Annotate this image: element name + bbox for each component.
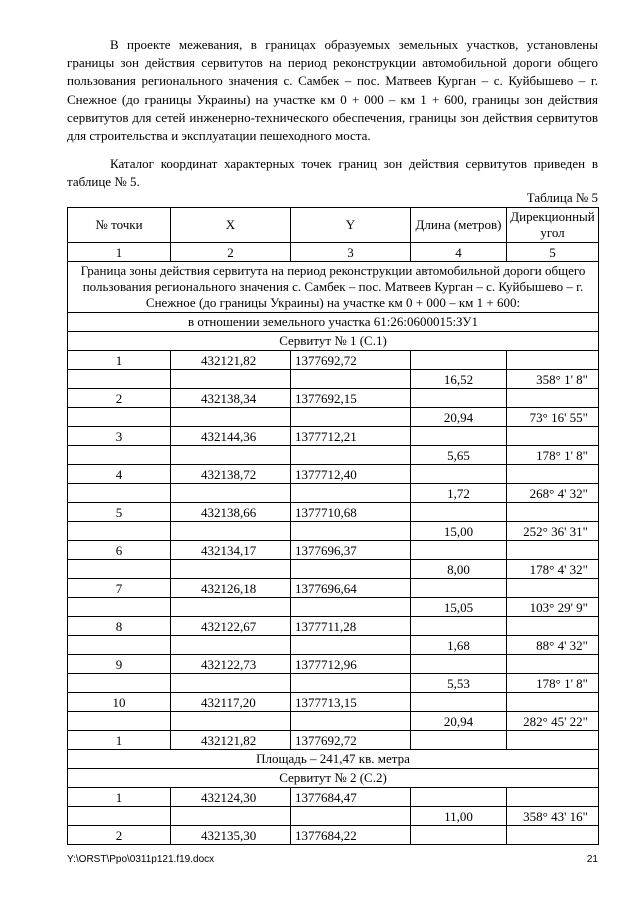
empty-cell (291, 446, 411, 465)
length-value: 20,94 (411, 408, 507, 427)
empty-cell (68, 370, 171, 389)
empty-cell (68, 807, 171, 826)
empty-cell (171, 484, 291, 503)
angle-value: 268° 4' 32" (507, 484, 599, 503)
empty-cell (68, 446, 171, 465)
column-number: 2 (171, 243, 291, 262)
x-value: 432117,20 (171, 693, 291, 712)
angle-value: 252° 36' 31" (507, 522, 599, 541)
table-column-numbers-row (68, 243, 599, 262)
empty-cell (507, 788, 599, 807)
x-value: 432122,67 (171, 617, 291, 636)
empty-cell (411, 427, 507, 446)
empty-cell (68, 484, 171, 503)
column-number: 5 (507, 243, 599, 262)
x-value: 432138,66 (171, 503, 291, 522)
table-caption: Таблица № 5 (526, 190, 598, 205)
empty-cell (411, 503, 507, 522)
header-angle: Дирекционный угол (507, 208, 599, 243)
point-number: 1 (68, 351, 171, 370)
empty-cell (171, 674, 291, 693)
empty-cell (507, 427, 599, 446)
y-value: 1377712,96 (291, 655, 411, 674)
y-value: 1377696,64 (291, 579, 411, 598)
empty-cell (411, 826, 507, 845)
y-value: 1377712,21 (291, 427, 411, 446)
empty-cell (291, 636, 411, 655)
empty-cell (291, 522, 411, 541)
table-row (68, 351, 599, 370)
y-value: 1377713,15 (291, 693, 411, 712)
x-value: 432121,82 (171, 731, 291, 750)
empty-cell (291, 807, 411, 826)
point-number: 5 (68, 503, 171, 522)
segment-row (68, 712, 599, 731)
empty-cell (411, 389, 507, 408)
parcel-row (68, 313, 599, 332)
length-value: 1,68 (411, 636, 507, 655)
empty-cell (411, 465, 507, 484)
angle-value: 282° 45' 22" (507, 712, 599, 731)
length-value: 5,65 (411, 446, 507, 465)
empty-cell (68, 560, 171, 579)
segment-row (68, 370, 599, 389)
empty-cell (507, 826, 599, 845)
catalog-paragraph: Каталог координат характерных точек границ зон действия сервитутов приведен в таблице № 5. (67, 156, 598, 190)
column-number: 4 (411, 243, 507, 262)
column-number: 1 (68, 243, 171, 262)
y-value: 1377696,37 (291, 541, 411, 560)
empty-cell (171, 446, 291, 465)
header-point-number: № точки (68, 208, 171, 243)
empty-cell (411, 655, 507, 674)
empty-cell (507, 389, 599, 408)
x-value: 432138,72 (171, 465, 291, 484)
table-header-row (68, 208, 599, 243)
segment-row (68, 807, 599, 826)
empty-cell (291, 370, 411, 389)
empty-cell (68, 598, 171, 617)
table-row (68, 617, 599, 636)
angle-value: 178° 1' 8" (507, 446, 599, 465)
segment-row (68, 636, 599, 655)
empty-cell (68, 712, 171, 731)
zone-title: Граница зоны действия сервитута на период реконструкции автомобильной дороги общего пользования регионального значения с. Самбек – пос. Матвеев Курган – с. Куйбышево – г. Снежное (до границы Украины) на участке км 0 + 000 – км 1 + 600: (68, 262, 599, 313)
empty-cell (507, 351, 599, 370)
table-row (68, 788, 599, 807)
table-row (68, 826, 599, 845)
length-value: 15,05 (411, 598, 507, 617)
length-value: 16,52 (411, 370, 507, 389)
servitude-title-row (68, 769, 599, 788)
point-number: 7 (68, 579, 171, 598)
area-row (68, 750, 599, 769)
angle-value: 178° 1' 8" (507, 674, 599, 693)
empty-cell (171, 598, 291, 617)
y-value: 1377711,28 (291, 617, 411, 636)
point-number: 6 (68, 541, 171, 560)
segment-row (68, 408, 599, 427)
servitude-title-row (68, 332, 599, 351)
angle-value: 103° 29' 9" (507, 598, 599, 617)
empty-cell (171, 807, 291, 826)
empty-cell (411, 617, 507, 636)
servitude-2-title: Сервитут № 2 (С.2) (68, 769, 599, 788)
point-number: 9 (68, 655, 171, 674)
length-value: 11,00 (411, 807, 507, 826)
point-number: 8 (68, 617, 171, 636)
x-value: 432144,36 (171, 427, 291, 446)
parcel-label: в отношении земельного участка 61:26:0600015:ЗУ1 (68, 313, 599, 332)
empty-cell (291, 598, 411, 617)
empty-cell (68, 636, 171, 655)
x-value: 432135,30 (171, 826, 291, 845)
length-value: 20,94 (411, 712, 507, 731)
header-y: Y (291, 208, 411, 243)
area-label: Площадь – 241,47 кв. метра (68, 750, 599, 769)
point-number: 2 (68, 389, 171, 408)
zone-title-row (68, 262, 599, 313)
y-value: 1377692,72 (291, 351, 411, 370)
empty-cell (411, 541, 507, 560)
empty-cell (171, 560, 291, 579)
empty-cell (507, 693, 599, 712)
segment-row (68, 674, 599, 693)
y-value: 1377710,68 (291, 503, 411, 522)
angle-value: 88° 4' 32" (507, 636, 599, 655)
empty-cell (171, 712, 291, 731)
segment-row (68, 522, 599, 541)
empty-cell (68, 408, 171, 427)
table-row (68, 731, 599, 750)
segment-row (68, 484, 599, 503)
empty-cell (507, 503, 599, 522)
table-row (68, 655, 599, 674)
empty-cell (411, 731, 507, 750)
header-x: X (171, 208, 291, 243)
point-number: 1 (68, 731, 171, 750)
x-value: 432124,30 (171, 788, 291, 807)
segment-row (68, 598, 599, 617)
table-row (68, 427, 599, 446)
table-row (68, 465, 599, 484)
empty-cell (291, 712, 411, 731)
x-value: 432122,73 (171, 655, 291, 674)
empty-cell (507, 465, 599, 484)
point-number: 2 (68, 826, 171, 845)
point-number: 1 (68, 788, 171, 807)
coordinates-table (67, 207, 599, 845)
point-number: 4 (68, 465, 171, 484)
x-value: 432134,17 (171, 541, 291, 560)
segment-row (68, 560, 599, 579)
y-value: 1377712,40 (291, 465, 411, 484)
point-number: 10 (68, 693, 171, 712)
x-value: 432121,82 (171, 351, 291, 370)
angle-value: 358° 1' 8" (507, 370, 599, 389)
x-value: 432138,34 (171, 389, 291, 408)
y-value: 1377692,72 (291, 731, 411, 750)
segment-row (68, 446, 599, 465)
length-value: 1,72 (411, 484, 507, 503)
empty-cell (68, 674, 171, 693)
header-length: Длина (метров) (411, 208, 507, 243)
column-number: 3 (291, 243, 411, 262)
empty-cell (171, 522, 291, 541)
empty-cell (507, 579, 599, 598)
empty-cell (291, 560, 411, 579)
page-number: 21 (586, 854, 598, 865)
empty-cell (507, 541, 599, 560)
point-number: 3 (68, 427, 171, 446)
empty-cell (291, 674, 411, 693)
empty-cell (171, 370, 291, 389)
empty-cell (411, 351, 507, 370)
empty-cell (291, 408, 411, 427)
table-row (68, 503, 599, 522)
length-value: 8,00 (411, 560, 507, 579)
length-value: 5,53 (411, 674, 507, 693)
y-value: 1377692,15 (291, 389, 411, 408)
empty-cell (171, 408, 291, 427)
empty-cell (507, 655, 599, 674)
file-path: Y:\ORST\Ppo\0311p121.f19.docx (67, 854, 215, 865)
y-value: 1377684,22 (291, 826, 411, 845)
table-row (68, 389, 599, 408)
length-value: 15,00 (411, 522, 507, 541)
x-value: 432126,18 (171, 579, 291, 598)
angle-value: 358° 43' 16" (507, 807, 599, 826)
angle-value: 73° 16' 55" (507, 408, 599, 427)
empty-cell (411, 693, 507, 712)
empty-cell (507, 617, 599, 636)
empty-cell (68, 522, 171, 541)
empty-cell (411, 788, 507, 807)
empty-cell (507, 731, 599, 750)
angle-value: 178° 4' 32" (507, 560, 599, 579)
intro-paragraph: В проекте межевания, в границах образуемых земельных участков, установлены границы зон действия сервитутов на период реконструкции автомобильной дороги общего пользования регионального значения с. Самбек – пос. Матвеев Курган – с. Куйбышево – г. Снежное (до границы Украины) на участке км 0 + 000 – км 1 + 600, границы зон действия сервитутов для сетей инженерно-технического обеспечения, границы зон действия сервитутов для строительства и эксплуатации пешеходного моста. (67, 37, 598, 144)
table-row (68, 541, 599, 560)
empty-cell (411, 579, 507, 598)
servitude-1-title: Сервитут № 1 (С.1) (68, 332, 599, 351)
y-value: 1377684,47 (291, 788, 411, 807)
table-row (68, 579, 599, 598)
table-row (68, 693, 599, 712)
empty-cell (171, 636, 291, 655)
empty-cell (291, 484, 411, 503)
